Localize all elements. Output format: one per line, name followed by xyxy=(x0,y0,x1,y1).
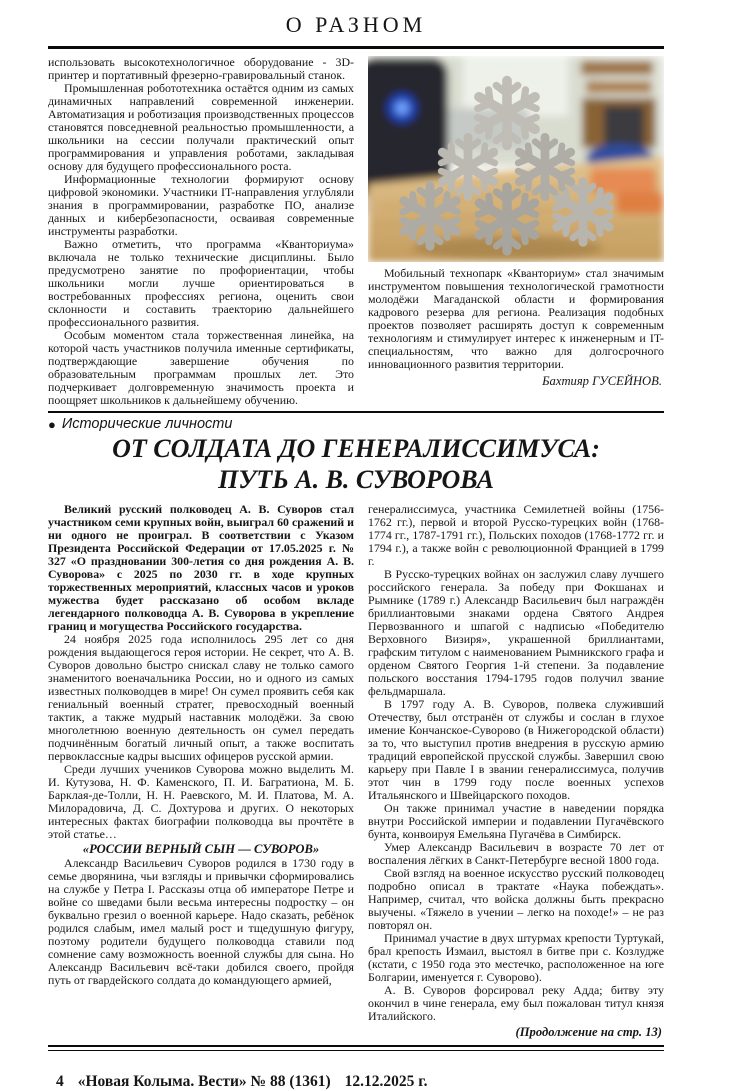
paragraph: использовать высокотехнологичное оборудование - 3D-принтер и портативный фрезерно-гравировальный станок. xyxy=(48,55,354,82)
paragraph: 24 ноября 2025 года исполнилось 295 лет со дня рождения выдающегося героя истории. Не секрет, что А. В. Суворов довольно быстро снискал славу не только самого знаменитого военачальника России, но и одного из самых известных полководцев в мире! Он сумел проявить себя как гениальный военный стратег, превосходный военный тактик, а также мудрый наставник молодёжи. За свою многолетнюю военную деятельность он сумел передать подчинённым богатый личный опыт, а также воспитать первоклассные кадры высших офицеров русской армии. xyxy=(48,632,354,764)
continuation-note: (Продолжение на стр. 13) xyxy=(515,1025,662,1040)
section-label: Исторические личности xyxy=(61,416,233,432)
bullet-icon: ● xyxy=(48,416,56,432)
issue-date: 12.12.2025 г. xyxy=(344,1073,428,1091)
main-article-body xyxy=(48,503,664,1040)
article-left-column xyxy=(48,503,354,1040)
paragraph: Особым моментом стала торжественная линейка, на которой часть участников получила именные сертификаты, подтверждающие завершение обучения по образовательным программам прошлых лет. Это подчеркивает долговременную значимость проекта и поощряет школьников к дальнейшему обучению. xyxy=(48,328,354,407)
photo-caption: Мобильный технопарк «Кванториум» стал значимым инструментом повышения технологической грамотности молодёжи Магаданской области и формирования кадрового резерва для региона. Реализация подобных проектов позволяет расширять доступ к современным технологиям и стимулирует интерес к инженерным и IT-специальностям, что важно для долгосрочного инновационного развития территории. xyxy=(368,266,664,371)
article-right-column xyxy=(368,503,664,1040)
article-subhead: «РОССИИ ВЕРНЫЙ СЫН — СУВОРОВ» xyxy=(82,842,320,857)
page-number: 4 xyxy=(56,1073,64,1091)
paragraph: А. В. Суворов форсировал реку Адда; битву эту окончил в чине генерала, ему был пожалован титул князя Италийского. xyxy=(368,983,664,1024)
issue-title: «Новая Колыма. Вести» № 88 (1361) xyxy=(77,1073,331,1091)
page-footer xyxy=(48,1073,664,1091)
top-article xyxy=(48,56,664,407)
headline-line-1: ОТ СОЛДАТА ДО ГЕНЕРАЛИССИМУСА: xyxy=(112,434,600,463)
paragraph: Умер Александр Васильевич в возрасте 70 лет от воспаления лёгких в Санкт-Петербурге весной 1800 года. xyxy=(368,840,664,868)
footer-rule xyxy=(48,1045,664,1051)
newspaper-page xyxy=(48,6,664,1091)
paragraph: В Русско-турецких войнах он заслужил славу лучшего российского генерала. За победу при Фокшанах и Рымнике (1789 г.) Александр Васильевич был награждён бриллиантовыми знаками ордена Святого Андрея Первозванного и шпагой с надписью «Победителю Верховного Визиря», украшенной бриллиантами, графским титулом с наименованием Рымникского графа и орденом Святого Георгия 1-й степени. За подавление польского восстания 1794-1795 годов получил звание фельдмаршала. xyxy=(368,567,664,699)
section-divider-rule xyxy=(48,411,664,413)
paragraph: Он также принимал участие в наведении порядка внутри Российской империи и подавлении Пугачёвского бунта, конвоируя Емельяна Пугачёва в Симбирск. xyxy=(368,801,664,842)
headline-line-2: ПУТЬ А. В. СУВОРОВА xyxy=(218,464,494,494)
top-article-right-column xyxy=(368,56,664,407)
paragraph: генералиссимуса, участника Семилетней войны (1756-1762 гг.), первой и второй Русско-турецких войн (1768-1774 гг., 1787-1791 гг.), Польских походов (1768-1772 гг. и 1794 г.), а также войн с революционной Францией в 1799 г. xyxy=(368,502,664,569)
article-photo xyxy=(368,56,664,262)
paragraph: Свой взгляд на военное искусство русский полководец подробно описал в трактате «Наука побеждать». Например, считал, что войска должны быть прекрасно выучены. «Тяжело в учении – легко на походе!» – не раз повторял он. xyxy=(368,866,664,933)
author-byline: Бахтияр ГУСЕЙНОВ. xyxy=(542,374,662,388)
paragraph: Среди лучших учеников Суворова можно выделить М. И. Кутузова, Н. Ф. Каменского, П. И. Багратиона, М. Б. Барклая-де-Толли, Н. Н. Раевского, М. И. Платова, М. А. Милорадовича, Д. С. Дохтурова и других. О некоторых интересных фактах биографии полководца вы прочтёте в этой статье… xyxy=(48,762,354,842)
page-section-title: О РАЗНОМ xyxy=(285,12,427,37)
paragraph: Информационные технологии формируют основу цифровой экономики. Участники IT-направления углубляли знания в программировании, разработке ПО, анализе данных и кибербезопасности, осваивая современные инструменты разработки. xyxy=(48,172,354,238)
article-headline xyxy=(48,434,664,495)
section-label-row xyxy=(48,416,664,432)
paragraph: Принимал участие в двух штурмах крепости Туртукай, брал крепость Измаил, выстоял в битве при с. Козлудже (кстати, с 1950 года это местечко, расположенное на юге Болгарии, именуется г. Суворово). xyxy=(368,931,664,985)
top-article-left-column xyxy=(48,56,354,407)
masthead-rule xyxy=(48,46,664,49)
paragraph: Промышленная робототехника остаётся одним из самых динамичных направлений современной инженерии. Автоматизация и роботизация производственных процессов становятся повседневной реальностью промышленности, а школьники на сессии получали практический опыт программирования и управления роботами, закладывая основу для будущего профессионального роста. xyxy=(48,81,354,173)
lead-paragraph: Великий русский полководец А. В. Суворов стал участником семи крупных войн, выиграл 60 сражений и ни одного не проиграл. В соответствии с Указом Президента Российской Федерации от 17.05.2025 г. № 327 «О праздновании 300-летия со дня рождения А. В. Суворова» с 2025 по 2030 гг. в ходе крупных торжественных мероприятий, классных часов и уроков мужества будет рассказано об особом вкладе легендарного полководца А. В. Суворова в укрепление границ и могущества Российского государства. xyxy=(48,502,354,634)
paragraph: Важно отметить, что программа «Кванториума» включала не только технические дисциплины. Было предусмотрено занятие по профориентации, чтобы школьники могли лучше ориентироваться в востребованных профессиях региона, оценить свои склонности и составить траекторию дальнейшего профессионального развития. xyxy=(48,237,354,329)
paragraph: В 1797 году А. В. Суворов, полвека служивший Отечеству, был отстранён от службы и сослан в глухое имение Кончанское-Суворово (в Нижегородской области) за то, что выступил против внедрения в русскую армию традиций европейской прусской службы. Завершил свою карьеру при Павле I в звании генералиссимуса, получив этот чин в 1799 году после военных успехов Итальянского и Швейцарского походов. xyxy=(368,697,664,803)
paragraph: Александр Васильевич Суворов родился в 1730 году в семье дворянина, чьи взгляды и привычки сформировались на службе у Петра I. Рассказы отца об императоре Петре и войне со шведами были весьма интересны подростку – он буквально грезил о военной карьере. Надо сказать, ребёнок родился слабым, имел малый рост и тщедушную фигуру, поэтому родители будущего полководца ставили под сомнение саму возможность военной службы для сына. Но Александр Васильевич всё-таки добился своего, пройдя путь от гвардейского солдата до командующего армией, xyxy=(48,856,354,988)
